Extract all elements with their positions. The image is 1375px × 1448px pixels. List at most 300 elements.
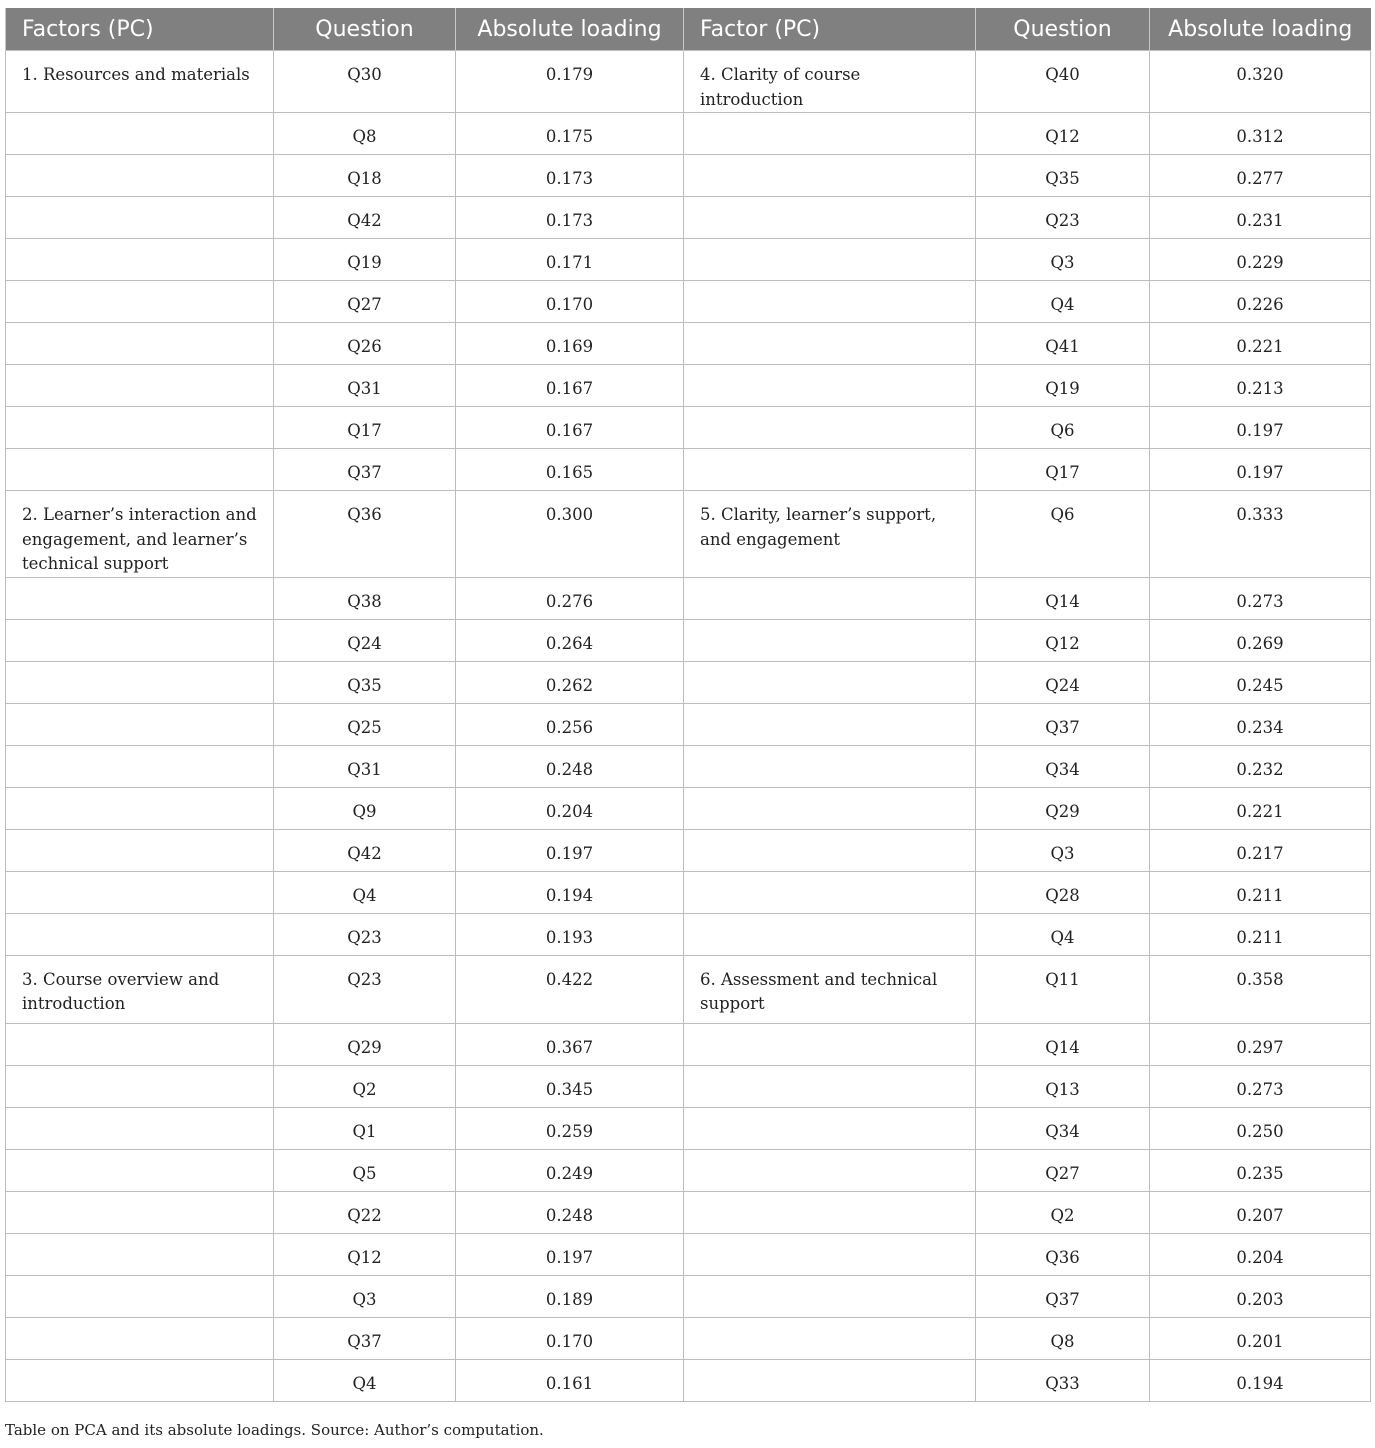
loading-cell-text: 0.161 [545,1373,594,1393]
table-row [6,1359,1371,1401]
question-cell-text: Q36 [347,505,382,524]
factor-cell [6,1023,274,1065]
loading-cell [456,113,684,155]
loading-cell-text: 0.197 [1236,421,1284,440]
loading-cell-text: 0.422 [545,969,594,989]
factor-cell [684,197,976,239]
loading-cell-text: 0.211 [1236,885,1284,905]
loading-cell [1150,323,1371,365]
factor-cell [6,323,274,365]
factor-cell-text [6,1150,273,1162]
loading-cell-text: 0.179 [545,65,594,84]
factor-cell-text [6,1318,273,1330]
loading-cell [1150,155,1371,197]
factor-cell-text [684,449,975,461]
question-cell [274,1191,456,1233]
question-cell [274,871,456,913]
loading-cell [1150,577,1371,619]
question-cell-text: Q37 [347,463,382,482]
table-row [6,1149,1371,1191]
question-cell [976,787,1150,829]
factor-cell [684,1065,976,1107]
loading-cell-text: 0.262 [545,675,594,695]
question-cell-text: Q2 [1050,1205,1075,1225]
loading-cell [1150,1317,1371,1359]
loading-cell [1150,871,1371,913]
question-cell [976,703,1150,745]
loading-cell-text: 0.221 [1236,801,1284,821]
table-row [6,449,1371,491]
loading-cell [1150,1191,1371,1233]
loading-cell-text: 0.193 [545,927,594,947]
loading-cell [1150,1233,1371,1275]
table-row [6,661,1371,703]
question-cell-text: Q4 [1050,295,1075,314]
factor-cell [684,239,976,281]
loading-cell-text: 0.264 [545,633,594,653]
question-cell [976,1191,1150,1233]
question-cell [274,113,456,155]
loading-cell [1150,491,1371,578]
question-cell-text: Q8 [352,127,377,146]
loading-cell [1150,829,1371,871]
factor-cell [6,1317,274,1359]
question-cell [274,955,456,1023]
table-caption: Table on PCA and its absolute loadings. Source: Author’s computation. [5,1421,544,1439]
factor-cell-text [684,281,975,293]
question-cell [274,829,456,871]
loading-cell-text: 0.217 [1236,843,1284,863]
question-cell-text: Q26 [347,337,382,356]
question-cell [976,829,1150,871]
factor-cell-text [684,407,975,419]
question-cell [274,619,456,661]
question-cell-text: Q18 [347,169,382,188]
loading-cell [1150,449,1371,491]
factor-cell-text [6,704,273,716]
table-row [6,703,1371,745]
table-row [6,1065,1371,1107]
factor-cell-text [684,746,975,758]
question-cell-text: Q27 [1045,1163,1080,1183]
loading-cell [1150,1023,1371,1065]
factor-cell [684,619,976,661]
question-cell [976,955,1150,1023]
factor-cell [6,51,274,113]
factor-cell-text [6,1192,273,1204]
question-cell [274,661,456,703]
loading-cell [456,1107,684,1149]
table-row [6,281,1371,323]
factor-cell [6,577,274,619]
factor-cell-text [684,1024,975,1036]
question-cell-text: Q36 [1045,1247,1080,1267]
loading-cell [1150,51,1371,113]
loading-cell [456,913,684,955]
factor-cell [684,1359,976,1401]
question-cell [274,913,456,955]
question-cell-text: Q41 [1045,337,1080,356]
factor-cell [684,703,976,745]
question-cell [274,155,456,197]
factor-cell [6,661,274,703]
table-row [6,829,1371,871]
factor-cell-text [684,1066,975,1078]
loading-cell-text: 0.235 [1236,1163,1284,1183]
factor-cell [684,1233,976,1275]
loading-cell-text: 0.273 [1236,1079,1284,1099]
question-cell-text: Q19 [347,253,382,272]
factor-cell-text: 3. Course overview and introduction [22,969,220,1013]
question-cell-text: Q3 [1050,843,1075,863]
factor-cell [6,619,274,661]
question-cell-text: Q40 [1045,65,1080,84]
question-cell [976,449,1150,491]
question-cell-text: Q24 [1045,675,1080,695]
table-row [6,913,1371,955]
factor-cell [6,113,274,155]
loading-cell [456,155,684,197]
question-cell-text: Q14 [1045,591,1080,611]
factor-cell [6,281,274,323]
question-cell-text: Q4 [352,885,377,905]
question-cell [976,745,1150,787]
header-question: Question [274,8,456,51]
loading-cell [456,829,684,871]
factor-cell-text [6,914,273,926]
factor-cell-text: 2. Learner’s interaction and engagement, and learner’s technical support [22,505,257,573]
question-cell [976,871,1150,913]
factor-cell [684,365,976,407]
factor-cell [6,449,274,491]
factor-cell-text [684,620,975,632]
factor-cell [6,787,274,829]
factor-cell [684,577,976,619]
factor-cell [684,745,976,787]
loading-cell [1150,955,1371,1023]
table-row [6,619,1371,661]
loading-cell [1150,1107,1371,1149]
factor-cell [684,407,976,449]
table-row [6,113,1371,155]
loading-cell [1150,703,1371,745]
factor-cell [684,113,976,155]
question-cell-text: Q35 [347,675,382,695]
question-cell-text: Q31 [347,379,382,398]
factor-cell [684,1317,976,1359]
table-row [6,1023,1371,1065]
factor-cell [684,913,976,955]
factor-cell-text: 5. Clarity, learner’s support, and engagement [700,505,937,549]
question-cell [976,281,1150,323]
factor-cell [6,1275,274,1317]
factor-cell-text [6,830,273,842]
table-container [5,8,1370,1402]
question-cell-text: Q12 [1045,633,1080,653]
factor-cell [6,871,274,913]
loading-cell [1150,1359,1371,1401]
question-cell-text: Q17 [347,421,382,440]
loading-cell [456,1233,684,1275]
factor-cell-text [6,1234,273,1246]
loading-cell [456,1065,684,1107]
factor-cell [6,155,274,197]
question-cell-text: Q35 [1045,169,1080,188]
header-factor: Factor (PC) [684,8,976,51]
factor-cell [684,955,976,1023]
factor-cell-text [6,407,273,419]
factor-cell-text [684,323,975,335]
factor-cell-text [684,155,975,167]
factor-cell-text [6,746,273,758]
question-cell-text: Q42 [347,843,382,863]
loading-cell-text: 0.221 [1236,337,1284,356]
question-cell-text: Q12 [347,1247,382,1267]
loading-cell-text: 0.259 [545,1121,594,1141]
loading-cell [1150,113,1371,155]
question-cell-text: Q9 [352,801,377,821]
loading-cell-text: 0.204 [545,801,594,821]
question-cell [976,577,1150,619]
factor-cell [6,703,274,745]
loading-cell [1150,281,1371,323]
header-row [6,8,1371,51]
question-cell-text: Q14 [1045,1037,1080,1057]
table-row [6,155,1371,197]
factor-cell-text [6,662,273,674]
factor-cell [684,281,976,323]
question-cell-text: Q23 [1045,211,1080,230]
table-header [6,8,1371,51]
question-cell [976,1107,1150,1149]
loading-cell-text: 0.170 [545,295,594,314]
factor-cell-text: 6. Assessment and technical support [700,969,938,1013]
loading-cell-text: 0.345 [545,1079,594,1099]
question-cell-text: Q5 [352,1163,377,1183]
loading-cell-text: 0.167 [545,379,594,398]
loading-cell [1150,197,1371,239]
loading-cell-text: 0.203 [1236,1289,1284,1309]
question-cell [274,51,456,113]
loading-cell-text: 0.194 [545,885,594,905]
loading-cell [456,239,684,281]
question-cell [976,323,1150,365]
table-row [6,407,1371,449]
factor-cell-text [684,1360,975,1372]
loading-cell [1150,1149,1371,1191]
question-cell-text: Q37 [1045,1289,1080,1309]
factor-cell [684,1191,976,1233]
question-cell-text: Q22 [347,1205,382,1225]
loading-cell-text: 0.276 [545,591,594,611]
loading-cell-text: 0.173 [545,211,594,230]
loading-cell-text: 0.232 [1236,759,1284,779]
factor-cell [6,365,274,407]
factor-cell-text [684,113,975,125]
question-cell-text: Q27 [347,295,382,314]
factor-cell [684,1275,976,1317]
table-row [6,491,1371,578]
table-row [6,365,1371,407]
loading-cell [456,281,684,323]
factor-cell-text [684,1234,975,1246]
loading-cell [456,1191,684,1233]
loading-cell-text: 0.358 [1236,969,1284,989]
factor-cell-text [684,578,975,590]
loading-cell-text: 0.175 [545,127,594,146]
factor-cell-text [6,239,273,251]
question-cell-text: Q30 [347,65,382,84]
loading-cell [1150,661,1371,703]
loading-cell [1150,407,1371,449]
factor-cell-text [684,662,975,674]
factor-cell [684,787,976,829]
factor-cell-text [6,323,273,335]
factor-cell-text [6,1066,273,1078]
loading-cell [1150,619,1371,661]
factor-cell-text [6,1276,273,1288]
loading-cell [456,661,684,703]
question-cell [976,1065,1150,1107]
table-row [6,323,1371,365]
table-row [6,197,1371,239]
question-cell [274,197,456,239]
question-cell [274,449,456,491]
loading-cell [1150,365,1371,407]
question-cell [274,1233,456,1275]
loading-cell [456,1023,684,1065]
question-cell-text: Q31 [347,759,382,779]
table-row [6,577,1371,619]
table-body [6,51,1371,1402]
question-cell [976,491,1150,578]
loading-cell-text: 0.297 [1236,1037,1284,1057]
factor-cell-text [684,872,975,884]
loading-cell-text: 0.213 [1236,379,1284,398]
factor-cell-text [6,449,273,461]
factor-cell-text [6,197,273,209]
table-row [6,1191,1371,1233]
question-cell [274,703,456,745]
question-cell-text: Q4 [352,1373,377,1393]
question-cell-text: Q13 [1045,1079,1080,1099]
factor-cell-text: 4. Clarity of course introduction [700,65,861,109]
table-row [6,1275,1371,1317]
loading-cell-text: 0.273 [1236,591,1284,611]
loading-cell-text: 0.171 [545,253,594,272]
factor-cell [684,1107,976,1149]
factor-cell [6,829,274,871]
loading-cell [1150,745,1371,787]
factor-cell [684,323,976,365]
question-cell [976,619,1150,661]
loading-cell [456,619,684,661]
factor-cell [6,197,274,239]
factor-cell [6,407,274,449]
loading-cell [1150,787,1371,829]
loading-cell-text: 0.204 [1236,1247,1284,1267]
question-cell-text: Q25 [347,717,382,737]
question-cell-text: Q33 [1045,1373,1080,1393]
question-cell-text: Q17 [1045,463,1080,482]
question-cell-text: Q42 [347,211,382,230]
question-cell [274,745,456,787]
factor-cell-text [6,281,273,293]
loading-cell [456,1359,684,1401]
question-cell [976,51,1150,113]
question-cell [976,1023,1150,1065]
factor-cell [6,1149,274,1191]
loading-cell-text: 0.197 [545,1247,594,1267]
question-cell [976,407,1150,449]
loading-cell [456,787,684,829]
loading-cell [456,51,684,113]
question-cell-text: Q24 [347,633,382,653]
header-factors: Factors (PC) [6,8,274,51]
loading-cell-text: 0.231 [1236,211,1284,230]
question-cell [976,1359,1150,1401]
question-cell-text: Q11 [1045,969,1080,989]
question-cell [274,1023,456,1065]
question-cell-text: Q37 [1045,717,1080,737]
loading-cell-text: 0.201 [1236,1331,1284,1351]
factor-cell-text [6,620,273,632]
loading-cell-text: 0.197 [545,843,594,863]
factor-cell-text [684,788,975,800]
loading-cell-text: 0.207 [1236,1205,1284,1225]
loading-cell [456,1149,684,1191]
loading-cell [456,745,684,787]
loading-cell [1150,1275,1371,1317]
question-cell [274,1275,456,1317]
factor-cell [6,1107,274,1149]
loading-cell-text: 0.312 [1236,127,1284,146]
loading-cell-text: 0.250 [1236,1121,1284,1141]
loading-cell [456,1275,684,1317]
factor-cell [684,829,976,871]
factor-cell-text [6,1024,273,1036]
factor-cell-text [684,1192,975,1204]
loading-cell-text: 0.170 [545,1331,594,1351]
question-cell [976,1275,1150,1317]
loading-cell-text: 0.167 [545,421,594,440]
question-cell [976,155,1150,197]
factor-cell-text [684,365,975,377]
loading-cell-text: 0.234 [1236,717,1284,737]
question-cell-text: Q19 [1045,379,1080,398]
factor-cell [6,1191,274,1233]
loading-cell-text: 0.197 [1236,463,1284,482]
question-cell [274,365,456,407]
factor-cell-text [684,1318,975,1330]
question-cell-text: Q29 [347,1037,382,1057]
factor-cell [6,491,274,578]
table-row [6,871,1371,913]
table-row [6,787,1371,829]
header-absolute-loading: Absolute loading [456,8,684,51]
header-absolute-loading: Absolute loading [1150,8,1371,51]
question-cell [976,239,1150,281]
factor-cell [684,1149,976,1191]
table-row [6,1317,1371,1359]
factor-cell [6,1359,274,1401]
factor-cell-text [684,1150,975,1162]
loading-cell [456,703,684,745]
question-cell-text: Q1 [352,1121,377,1141]
question-cell [274,239,456,281]
factor-cell [684,449,976,491]
question-cell [976,661,1150,703]
